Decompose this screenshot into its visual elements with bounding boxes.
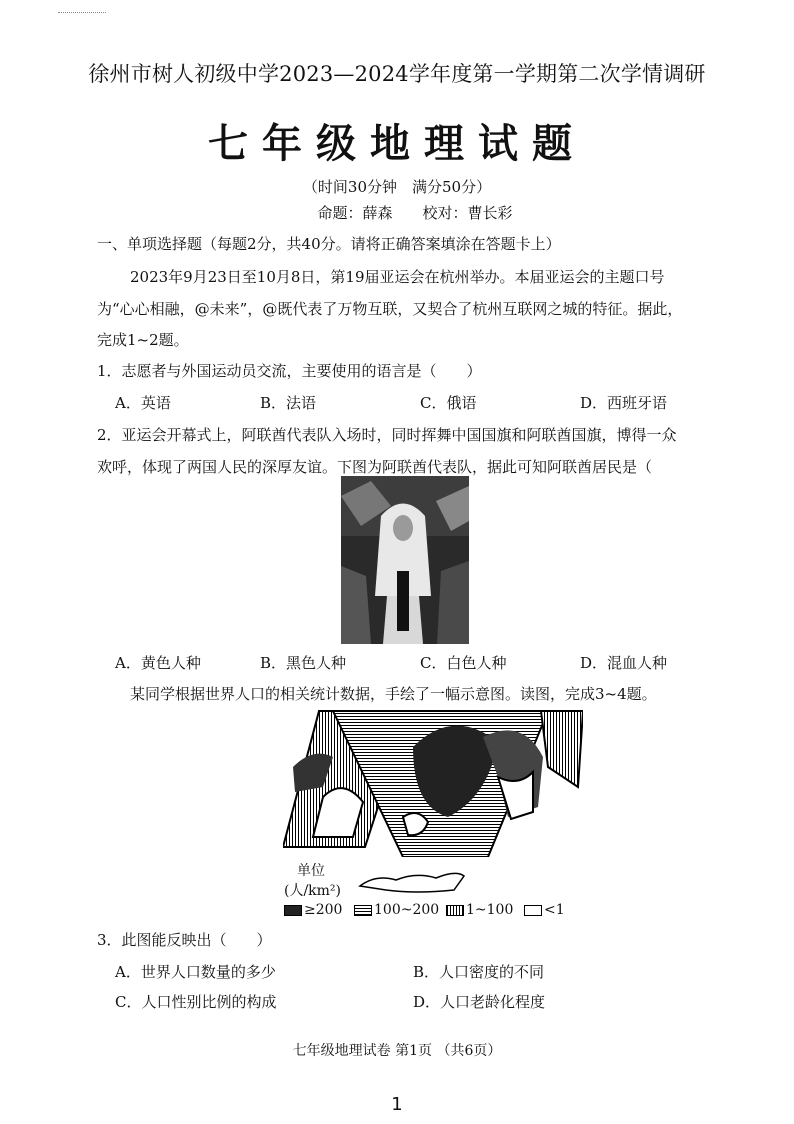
q3-option-b: B．人口密度的不同 — [413, 963, 545, 981]
page-footer: 七年级地理试卷 第1页 （共6页） — [292, 1043, 502, 1059]
q2-option-b: B．黑色人种 — [260, 654, 347, 672]
legend-item-mid — [354, 902, 439, 918]
q1-option-c: C．俄语 — [420, 394, 477, 412]
q3-option-c: C．人口性别比例的构成 — [115, 993, 277, 1011]
q1-option-a: A．英语 — [115, 394, 171, 412]
q1-option-b: B．法语 — [260, 394, 317, 412]
intro-line: 2023年9月23日至10月8日，第19届亚运会在杭州举办。本届亚运会的主题口号 — [130, 268, 665, 286]
intro-2: 某同学根据世界人口的相关统计数据，手绘了一幅示意图。读图，完成3~4题。 — [130, 685, 657, 703]
legend-label: <1 — [544, 902, 565, 918]
legend-item-none — [524, 902, 565, 918]
legend-swatch-mid — [354, 905, 372, 916]
question-2-stem: 欢呼，体现了两国人民的深厚友谊。下图为阿联酋代表队，据此可知阿联酋居民是（ — [97, 458, 653, 476]
legend-item-low — [446, 902, 513, 918]
intro-line: 为“心心相融，@未来”，@既代表了万物互联，又契合了杭州互联网之城的特征。据此， — [97, 300, 683, 318]
legend-swatch-none — [524, 905, 542, 916]
exam-header: 徐州市树人初级中学2023—2024学年度第一学期第二次学情调研 — [88, 62, 706, 86]
antarctica-outline — [356, 866, 468, 894]
legend-swatch-low — [446, 905, 464, 916]
legend-label: ≥200 — [304, 902, 343, 918]
page-number: 1 — [391, 1094, 403, 1115]
q3-option-d: D．人口老龄化程度 — [413, 993, 546, 1011]
q1-option-d: D．西班牙语 — [580, 394, 668, 412]
legend-label: 1~100 — [466, 902, 514, 918]
q2-option-d: D．混血人种 — [580, 654, 668, 672]
q2-option-a: A．黄色人种 — [115, 654, 201, 672]
intro-line: 完成1~2题。 — [97, 331, 189, 349]
q2-option-c: C．白色人种 — [420, 654, 507, 672]
question-2-stem: 2．亚运会开幕式上，阿联酋代表队入场时，同时挥舞中国国旗和阿联酋国旗，博得一众 — [97, 426, 677, 444]
legend-unit: 单位 — [297, 863, 325, 879]
legend-item-dense — [284, 902, 342, 918]
scan-mark — [58, 12, 106, 17]
legend-unit-2: (人/km²) — [284, 883, 342, 899]
authors: 命题：薛森 校对：曹长彩 — [317, 204, 513, 222]
legend-swatch-dense — [284, 905, 302, 916]
question-1-stem: 1．志愿者与外国运动员交流，主要使用的语言是（ ） — [97, 362, 482, 380]
uae-team-photo — [341, 476, 469, 644]
q3-option-a: A．世界人口数量的多少 — [115, 963, 276, 981]
legend-label: 100~200 — [374, 902, 440, 918]
section-heading: 一、单项选择题（每题2分，共40分。请将正确答案填涂在答题卡上） — [97, 235, 561, 253]
time-info: （时间30分钟 满分50分） — [302, 178, 492, 196]
page-title: 七年级地理试题 — [208, 120, 586, 167]
population-density-map — [283, 707, 583, 857]
question-3-stem: 3．此图能反映出（ ） — [97, 931, 272, 949]
